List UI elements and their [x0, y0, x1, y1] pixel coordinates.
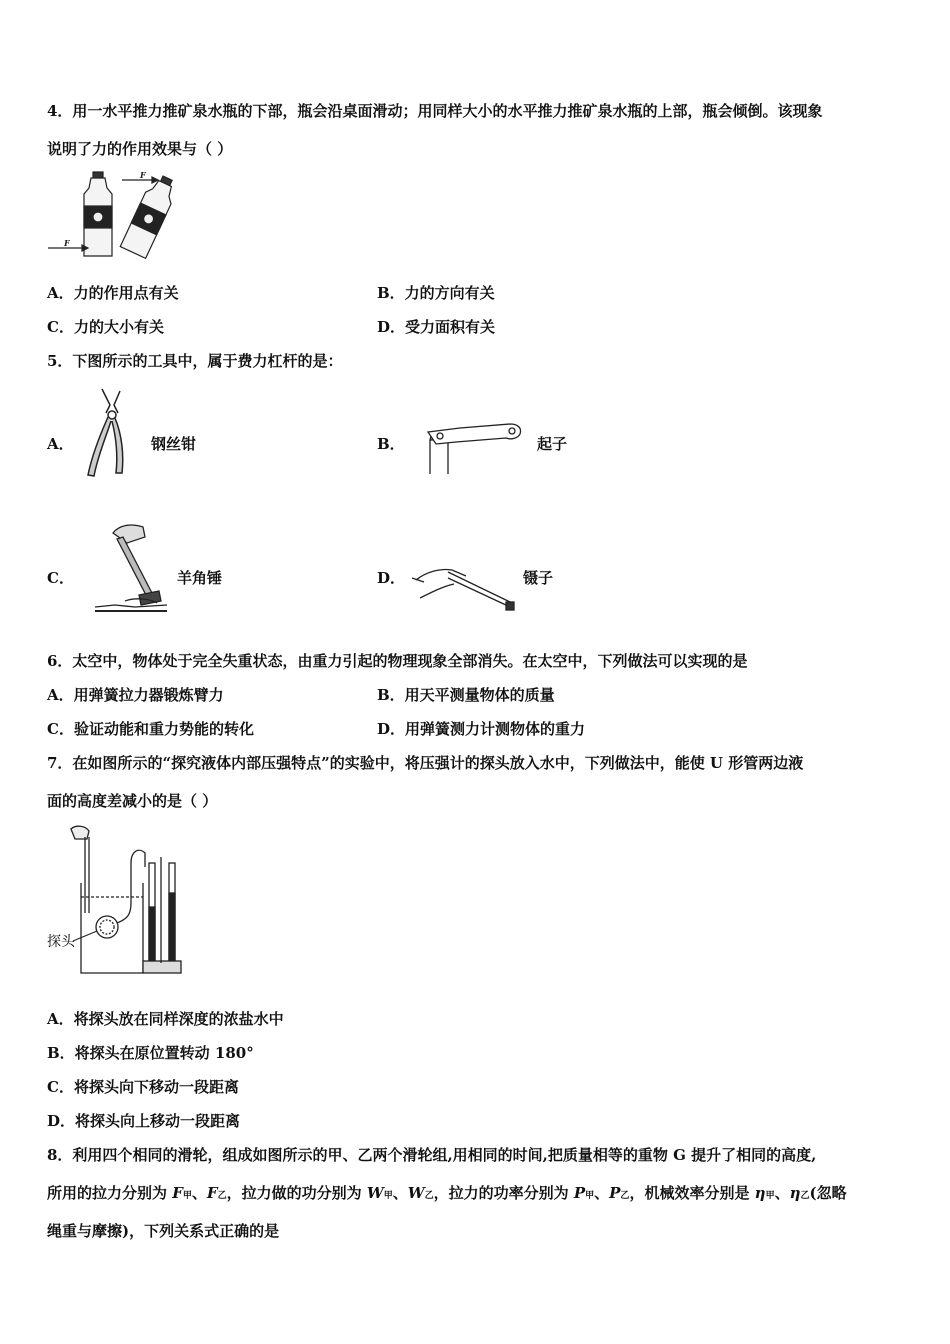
q4-option-a: A．力的作用点有关 — [47, 284, 179, 302]
q4-stem-line2: 说明了力的作用效果与（ ） — [47, 140, 233, 158]
q6-option-b: B．用天平测量物体的质量 — [377, 686, 555, 704]
bottle-opener-figure — [420, 418, 525, 476]
q4-option-b: B．力的方向有关 — [377, 284, 495, 302]
q5-option-c-label: 羊角锤 — [177, 569, 223, 587]
q7-stem-line1: 7．在如图所示的“探究液体内部压强特点”的实验中，将压强计的探头放入水中，下列做法中，能使 U 形管两边液 — [47, 754, 804, 772]
q6-stem: 6．太空中，物体处于完全失重状态，由重力引起的物理现象全部消失。在太空中，下列做法可以实现的是 — [47, 652, 748, 670]
pressure-gauge-figure — [45, 823, 185, 978]
q5-option-a-letter: A． — [47, 435, 74, 453]
probe-label: 探头 — [47, 934, 75, 950]
q5-option-b-letter: B． — [377, 435, 405, 453]
q8-stem-line2: 所用的拉力分别为 F甲、F乙，拉力做的功分别为 W甲、W乙，拉力的功率分别为 P甲、P乙，机械效率分别是 η甲、η乙(忽略 — [47, 1184, 847, 1202]
tweezers-figure — [410, 558, 520, 616]
q6-option-a: A．用弹簧拉力器锻炼臂力 — [47, 686, 224, 704]
q7-option-b: B．将探头在原位置转动 180° — [47, 1044, 254, 1062]
q5-stem: 5．下图所示的工具中，属于费力杠杆的是： — [47, 352, 343, 370]
q5-option-d-label: 镊子 — [523, 569, 554, 587]
q5-option-a-label: 钢丝钳 — [151, 435, 197, 453]
q7-option-a: A．将探头放在同样深度的浓盐水中 — [47, 1010, 284, 1028]
q5-option-c-letter: C． — [47, 569, 74, 587]
claw-hammer-figure — [95, 515, 170, 615]
q6-option-d: D．用弹簧测力计测物体的重力 — [377, 720, 586, 738]
q4-option-d: D．受力面积有关 — [377, 318, 496, 336]
q4-option-c: C．力的大小有关 — [47, 318, 164, 336]
q5-option-b-label: 起子 — [537, 435, 568, 453]
q6-option-c: C．验证动能和重力势能的转化 — [47, 720, 254, 738]
svg-text:F: F — [64, 238, 70, 248]
q4-stem-line1: 4．用一水平推力推矿泉水瓶的下部，瓶会沿桌面滑动；用同样大小的水平推力推矿泉水瓶的上部，瓶会倾倒。该现象 — [47, 102, 823, 120]
svg-text:F: F — [140, 170, 146, 180]
q8-stem-line1: 8．利用四个相同的滑轮，组成如图所示的甲、乙两个滑轮组,用相同的时间,把质量相等的重物 G 提升了相同的高度, — [47, 1146, 817, 1164]
q8-stem-line3: 绳重与摩擦)，下列关系式正确的是 — [47, 1222, 280, 1240]
q5-option-d-letter: D． — [377, 569, 406, 587]
q7-option-d: D．将探头向上移动一段距离 — [47, 1112, 241, 1130]
q7-stem-line2: 面的高度差减小的是（ ） — [47, 792, 218, 810]
q4-bottles-figure — [44, 168, 184, 263]
pliers-figure — [80, 385, 140, 480]
q7-option-c: C．将探头向下移动一段距离 — [47, 1078, 239, 1096]
